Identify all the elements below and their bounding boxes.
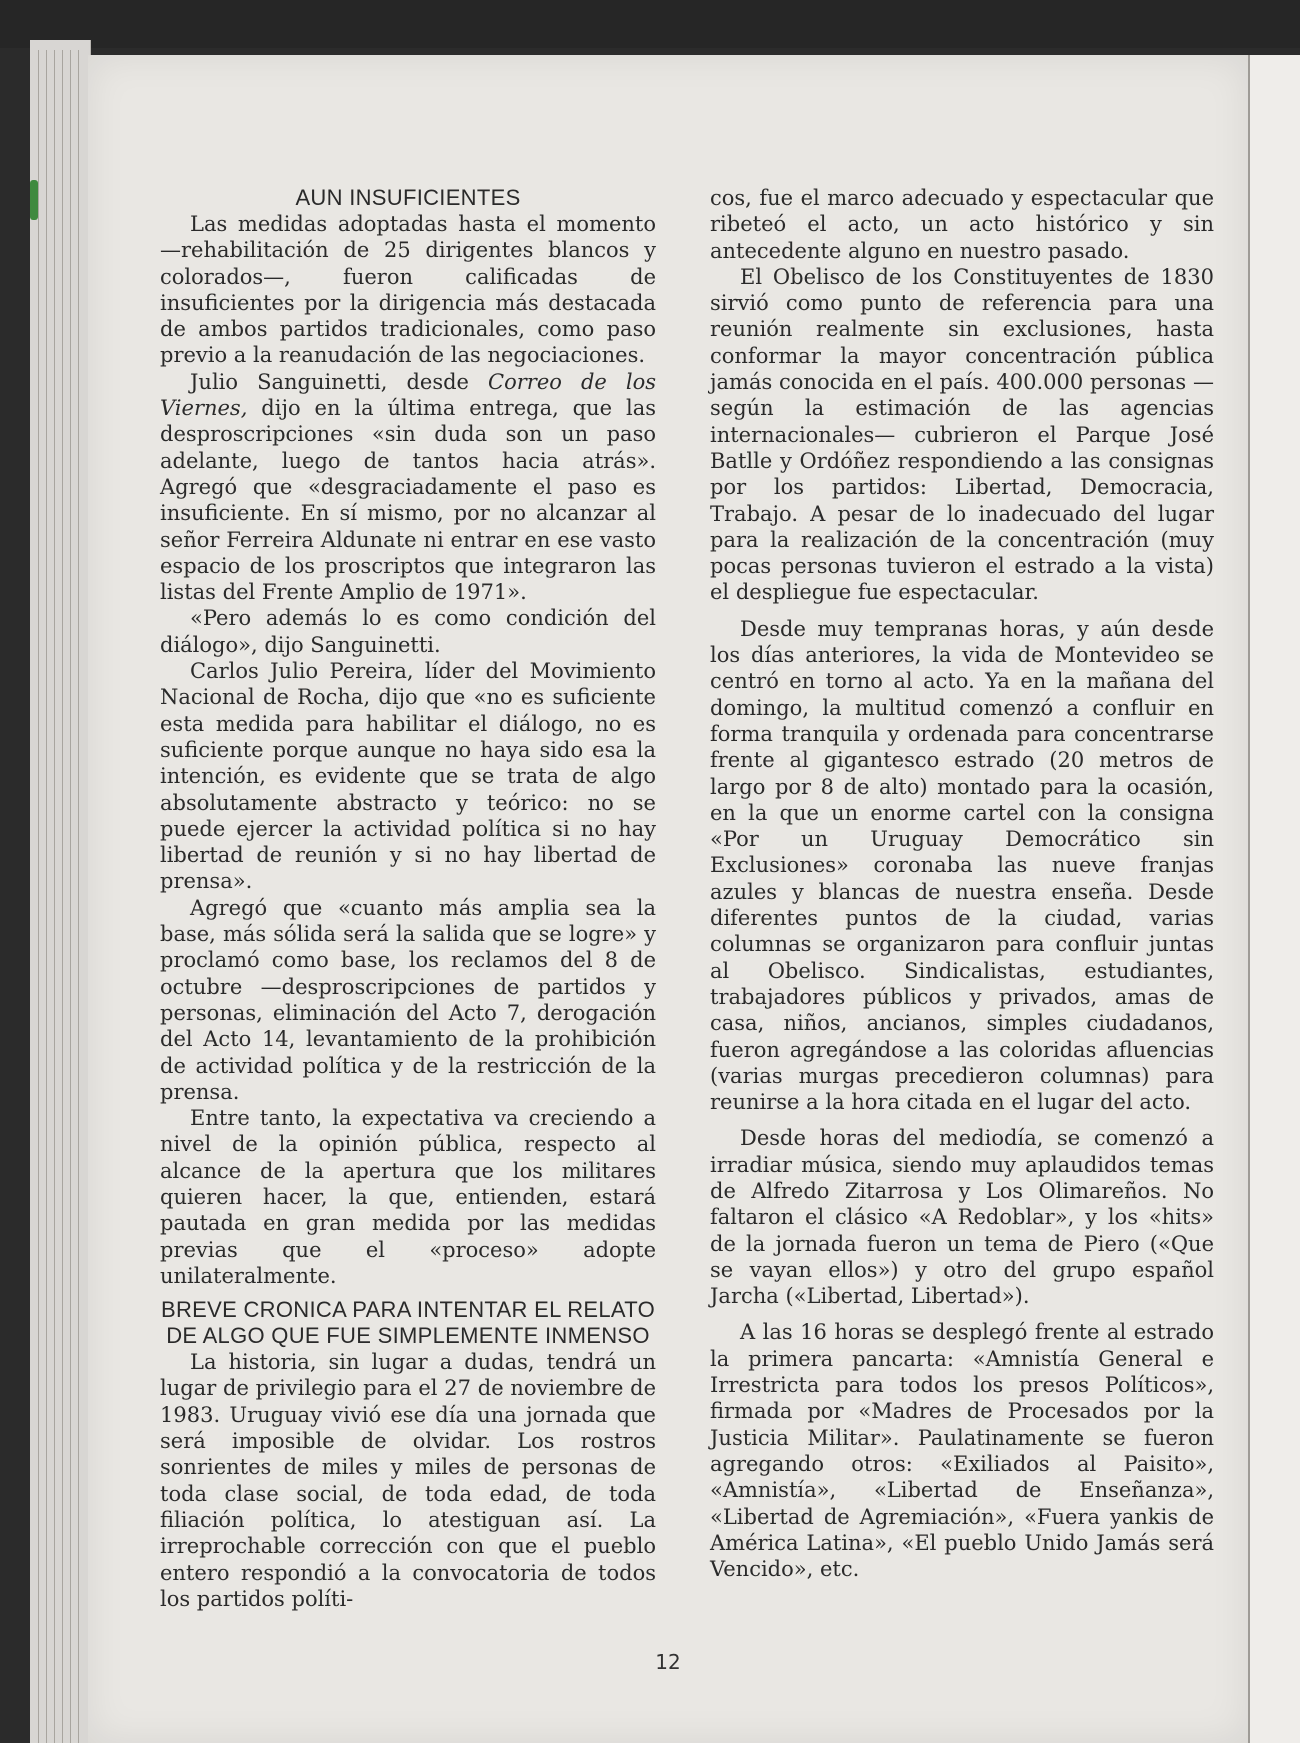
section-heading: BREVE CRONICA PARA INTENTAR EL RELATO DE ALGO QUE FUE SIMPLEMENTE INMENSO [161, 1297, 655, 1349]
document-page [88, 55, 1248, 1743]
paragraph: El Obelisco de los Constituyentes de 1830 sirvió como punto de referencia para una reunión realmente sin exclusiones, hasta conformar la mayor concentración pública jamás conocida en el país. 400.000 personas —según la estimación de las agencias internacionales— cubrieron el Parque José Batlle y Ordóñez respondiendo a las consignas por los partidos: Libertad, Democracia, Trabajo. A pesar de lo inadecuado del lugar para la realización de la concentración (muy pocas personas tuvieron el estrado a la vista) el despliegue fue espectacular. [710, 264, 1214, 605]
paragraph: Las medidas adoptadas hasta el momento —rehabilitación de 25 dirigentes blancos y colorados—, fueron calificadas de insuficientes por la dirigencia más destacada de ambos partidos tradicionales, como paso previo a la reanudación de las negociaciones. [160, 212, 656, 368]
paragraph: A las 16 horas se desplegó frente al estrado la primera pancarta: «Amnistía General e Irrestricta para todos los presos Políticos», firmada por «Madres de Procesados por la Justicia Militar». Paulatinamente se fueron agregando otros: «Exiliados al Paisito», «Amnistía», «Libertad de Enseñanza», «Libertad de Agremiación», «Fuera yankis de América Latina», «El pueblo Unido Jamás será Vencido», etc. [710, 1320, 1214, 1582]
paragraph [160, 369, 656, 606]
paragraph-text: dijo en la última entrega, que las desproscripciones «sin duda son un paso adelante, luego de tantos hacia atrás». Agregó que «desgraciadamente el paso es insuficiente. En sí mismo, por no alcanzar al señor Ferreira Aldunate ni entrar en ese vasto espacio de los proscriptos que integraron las listas del Frente Amplio de 1971». [160, 396, 656, 605]
paragraph-text: Julio Sanguinetti, desde [190, 369, 489, 394]
page-number: 12 [655, 1650, 681, 1674]
scan-background [0, 0, 1300, 48]
paragraph: Agregó que «cuanto más amplia sea la base, más sólida será la salida que se logre» y proclamó como base, los reclamos del 8 de octubre —desproscripciones de partidos y personas, eliminación del Acto 7, derogación del Acto 14, levantamiento de la prohibición de actividad política y de la restricción de la prensa. [160, 895, 656, 1104]
section-heading: AUN INSUFICIENTES [295, 185, 521, 210]
paragraph: Entre tanto, la expectativa va creciendo a nivel de la opinión pública, respecto al alcance de la apertura que los militares quieren hacer, la que, entienden, estará pautada en gran medida por las medidas previas que el «proceso» adopte unilateralmente. [160, 1106, 656, 1288]
stacked-page-edges [30, 40, 91, 1743]
left-column [160, 185, 656, 1612]
paragraph: Desde muy tempranas horas, y aún desde los días anteriores, la vida de Montevideo se centró en torno al acto. Ya en la mañana del domingo, la multitud comenzó a confluir en forma tranquila y ordenada para concentrarse frente al gigantesco estrado (20 metros de largo por 8 de alto) montado para la ocasión, en la que un enorme cartel con la consigna «Por un Uruguay Democrático sin Exclusiones» coronaba las nueve franjas azules y blancas de nuestra enseña. Desde diferentes puntos de la ciudad, varias columnas se organizaron para confluir juntas al Obelisco. Sindicalistas, estudiantes, trabajadores públicos y privados, amas de casa, niños, ancianos, simples ciudadanos, fueron agregándose a las coloridas afluencias (varias murgas precedieron columnas) para reunirse a la hora citada en el lugar del acto. [710, 616, 1214, 1115]
color-tab-marker [30, 180, 38, 220]
publication-title: Correo de los Viernes, [160, 369, 656, 421]
paragraph: Carlos Julio Pereira, líder del Movimiento Nacional de Rocha, dijo que «no es suficiente esta medida para habilitar el diálogo, no es suficiente porque aunque no haya sido esa la intención, es evidente que se trata de algo absolutamente abstracto y teórico: no se puede ejercer la actividad política si no hay libertad de reunión y si no hay libertad de prensa». [160, 659, 656, 894]
right-column [710, 185, 1214, 1582]
paragraph: «Pero además lo es como condición del diálogo», dijo Sanguinetti. [160, 606, 656, 657]
paragraph: Desde horas del mediodía, se comenzó a irradiar música, siendo muy aplaudidos temas de Alfredo Zitarrosa y Los Olimareños. No faltaron el clásico «A Redoblar», y los «hits» de la jornada fueron un tema de Piero («Que se vayan ellos») y otro del grupo español Jarcha («Libertad, Libertad»). [710, 1126, 1214, 1309]
paragraph: La historia, sin lugar a dudas, tendrá un lugar de privilegio para el 27 de noviembre de 1983. Uruguay vivió ese día una jornada que será imposible de olvidar. Los rostros sonrientes de miles y miles de personas de toda clase social, de toda edad, de toda filiación política, lo atestiguan así. La irreprochable corrección con que el pueblo entero respondió a la convocatoria de todos los partidos políti- [160, 1350, 656, 1611]
facing-page-edge [1248, 55, 1300, 1743]
paragraph: cos, fue el marco adecuado y espectacular que ribeteó el acto, un acto histórico y sin antecedente alguno en nuestro pasado. [710, 186, 1214, 263]
